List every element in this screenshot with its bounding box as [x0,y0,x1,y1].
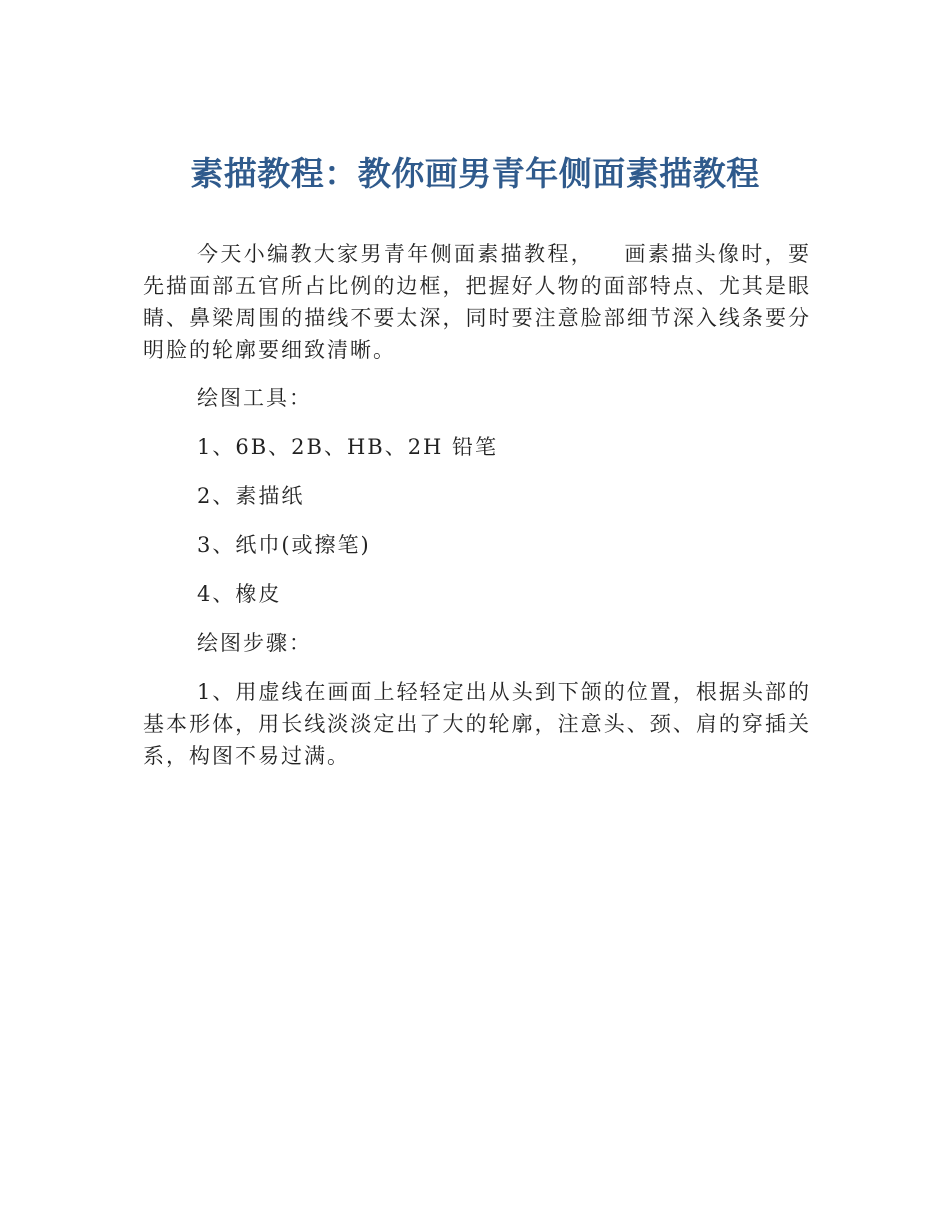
tool-item: 2、素描纸 [197,484,305,508]
intro-text-part2: 画素描头像时，要先描面部五官所占比例的边框，把握好人物的面部特点、尤其是眼睛、鼻梁周围的描线不要太深，同时要注意脸部细节深入线条要分明脸的轮廓要细致清晰。 [143,242,812,362]
steps-heading: 绘图步骤： [197,631,312,655]
tool-item: 4、橡皮 [197,582,282,606]
tool-item: 1、6B、2B、HB、2H 铅笔 [197,435,499,459]
step-item: 1、用虚线在画面上轻轻定出从头到下颌的位置，根据头部的基本形体，用长线淡淡定出了大的轮廓，注意头、颈、肩的穿插关系，构图不易过满。 [143,680,811,768]
document-title: 素描教程：教你画男青年侧面素描教程 [190,154,760,193]
tools-heading: 绘图工具： [197,386,312,410]
document-body [143,238,811,788]
intro-text-part1: 今天小编教大家男青年侧面素描教程， [197,242,595,266]
intro-paragraph [143,238,811,366]
tool-item: 3、纸巾(或擦笔) [197,533,371,557]
